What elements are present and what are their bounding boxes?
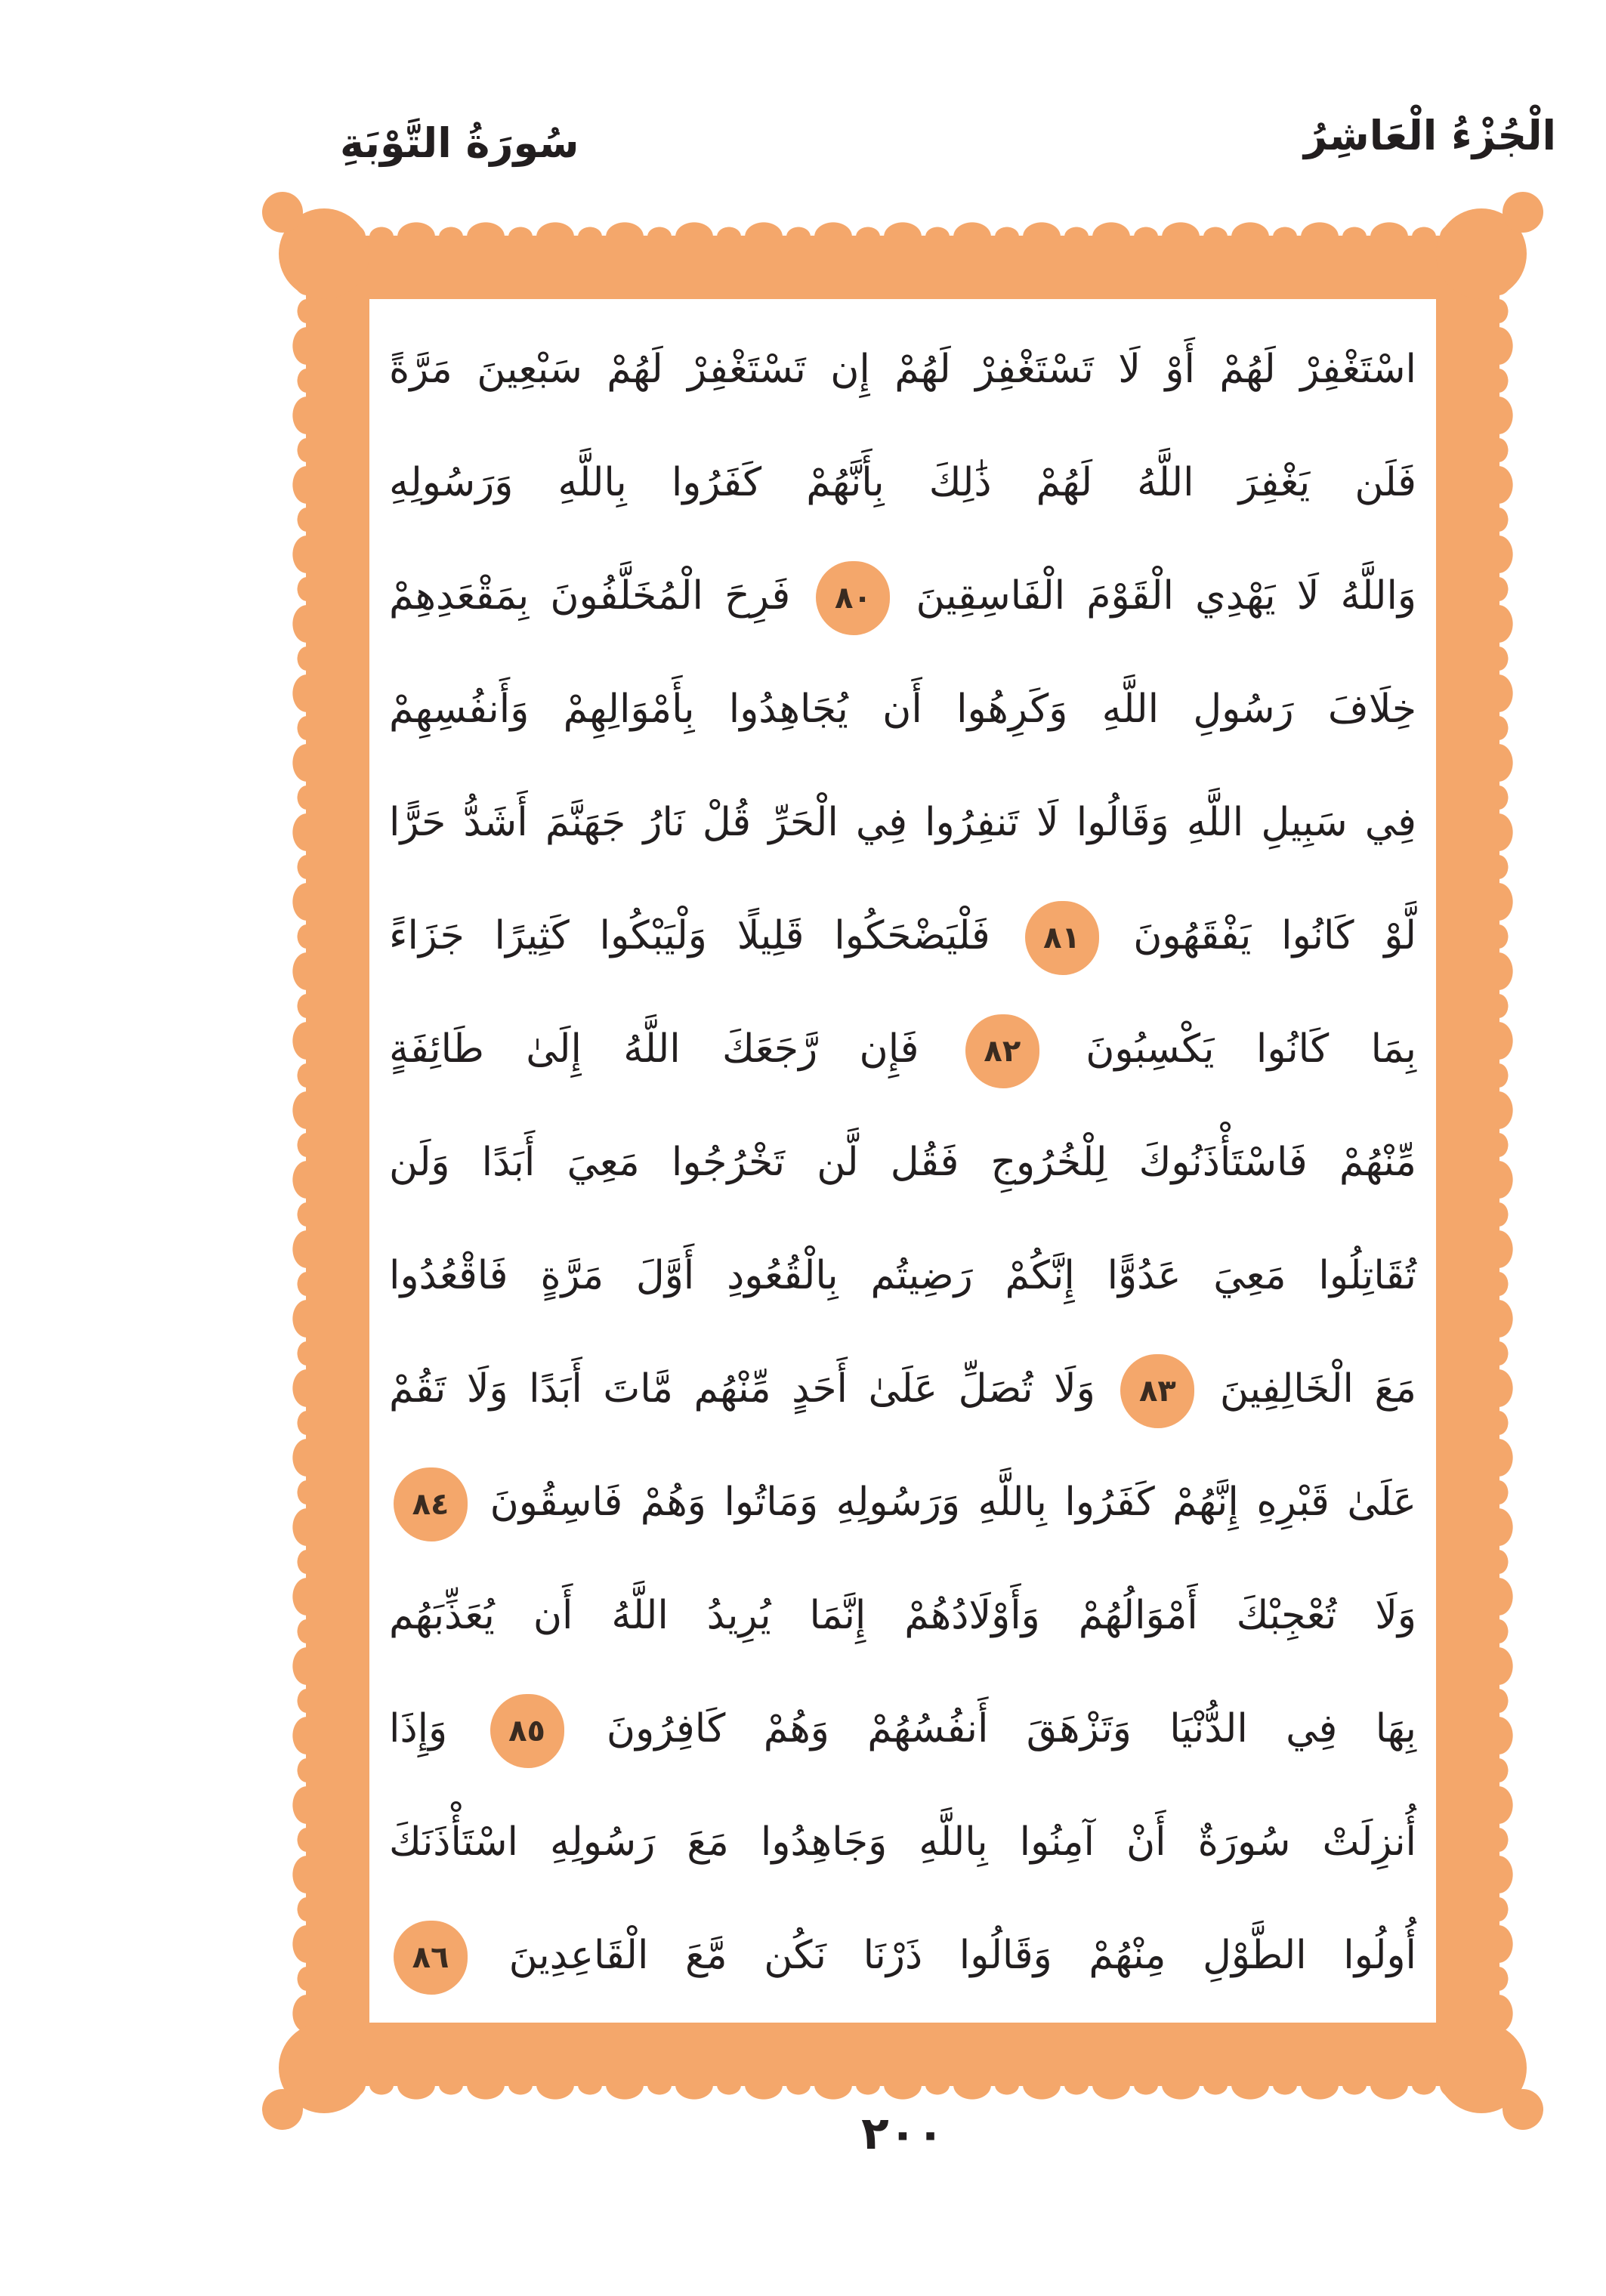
- surah-header: سُورَةُ التَّوْبَةِ: [340, 119, 579, 167]
- ayah-text: أُولُوا الطَّوْلِ مِنْهُمْ وَقَالُوا ذَرْنَا نَكُن مَّعَ الْقَاعِدِينَ: [508, 1933, 1417, 1978]
- ayah-text: وَإِذَا: [389, 1706, 448, 1751]
- mushaf-line: [389, 1672, 1416, 1785]
- ayah-text: تُقَاتِلُوا مَعِيَ عَدُوًّا إِنَّكُمْ رَضِيتُم بِالْقُعُودِ أَوَّلَ مَرَّةٍ فَاقْعُدُوا: [389, 1253, 1416, 1298]
- ayah-text: مِّنْهُمْ فَاسْتَأْذَنُوكَ لِلْخُرُوجِ فَقُل لَّن تَخْرُجُوا مَعِيَ أَبَدًا وَلَن: [389, 1140, 1416, 1185]
- frame-scallop-bottom-edge: [312, 2085, 1493, 2106]
- verse-marker: [490, 1694, 564, 1768]
- ayah-text: لَّوْ كَانُوا يَفْقَهُونَ: [1133, 913, 1417, 958]
- mushaf-line: [389, 539, 1416, 653]
- ayah-text: اسْتَغْفِرْ لَهُمْ أَوْ لَا تَسْتَغْفِرْ لَهُمْ إِن تَسْتَغْفِرْ لَهُمْ سَبْعِينَ مَرَّةً: [389, 347, 1416, 392]
- mushaf-line: [389, 1899, 1416, 2012]
- ayah-text: فِي سَبِيلِ اللَّهِ وَقَالُوا لَا تَنفِرُوا فِي الْحَرِّ قُلْ نَارُ جَهَنَّمَ أَشَدُّ حَرًّا: [389, 800, 1416, 845]
- frame-scallop-top-edge: [312, 216, 1493, 236]
- verse-number: ٨٠: [834, 581, 872, 616]
- verse-number: ٨٢: [984, 1034, 1021, 1069]
- frame-corner-tip: [1503, 192, 1543, 233]
- mushaf-line: [389, 1332, 1416, 1446]
- ayah-text: بِمَا كَانُوا يَكْسِبُونَ: [1086, 1026, 1417, 1072]
- mushaf-line: [389, 1106, 1416, 1219]
- verse-number: ٨٣: [1138, 1374, 1176, 1409]
- ayah-text: فَلَن يَغْفِرَ اللَّهُ لَهُمْ ذَٰلِكَ بِأَنَّهُمْ كَفَرُوا بِاللَّهِ وَرَسُولِهِ: [389, 460, 1416, 505]
- verse-marker: [1120, 1354, 1194, 1428]
- verse-marker: [394, 1467, 468, 1541]
- mushaf-line: [389, 1446, 1416, 1559]
- ayah-text: فَلْيَضْحَكُوا قَلِيلًا وَلْيَبْكُوا كَثِيرًا جَزَاءً: [389, 913, 990, 958]
- mushaf-line: [389, 1785, 1416, 1899]
- mushaf-line: [389, 653, 1416, 766]
- frame-corner-tip: [262, 2089, 303, 2130]
- ayah-text: وَلَا تُعْجِبْكَ أَمْوَالُهُمْ وَأَوْلَادُهُمْ إِنَّمَا يُرِيدُ اللَّهُ أَن يُعَذِّبَهُم: [389, 1593, 1416, 1638]
- verse-marker: [816, 561, 890, 635]
- ayah-text: فَإِن رَّجَعَكَ اللَّهُ إِلَىٰ طَائِفَةٍ: [389, 1026, 919, 1072]
- quran-text-panel: [369, 299, 1436, 2023]
- mushaf-line: [389, 1559, 1416, 1672]
- frame-corner-tip: [262, 192, 303, 233]
- decorative-frame: [306, 236, 1499, 2086]
- ayah-text: وَاللَّهُ لَا يَهْدِي الْقَوْمَ الْفَاسِقِينَ: [916, 573, 1417, 619]
- verse-marker: [394, 1921, 468, 1995]
- verse-marker: [1025, 901, 1099, 975]
- mushaf-line: [389, 766, 1416, 879]
- mushaf-line: [389, 426, 1416, 539]
- verse-number: ٨٥: [508, 1714, 545, 1748]
- verse-number: ٨٤: [412, 1487, 449, 1522]
- ayah-text: وَلَا تُصَلِّ عَلَىٰ أَحَدٍ مِّنْهُم مَّاتَ أَبَدًا وَلَا تَقُمْ: [389, 1366, 1095, 1412]
- ayah-text: عَلَىٰ قَبْرِهِ إِنَّهُمْ كَفَرُوا بِاللَّهِ وَرَسُولِهِ وَمَاتُوا وَهُمْ فَاسِقُونَ: [490, 1480, 1416, 1525]
- ayah-text: خِلَافَ رَسُولِ اللَّهِ وَكَرِهُوا أَن يُجَاهِدُوا بِأَمْوَالِهِمْ وَأَنفُسِهِمْ: [389, 687, 1416, 732]
- ayah-text: بِهَا فِي الدُّنْيَا وَتَزْهَقَ أَنفُسُهُمْ وَهُمْ كَافِرُونَ: [606, 1706, 1417, 1751]
- mushaf-line: [389, 992, 1416, 1106]
- ayah-text: أُنزِلَتْ سُورَةٌ أَنْ آمِنُوا بِاللَّهِ وَجَاهِدُوا مَعَ رَسُولِهِ اسْتَأْذَنَكَ: [389, 1819, 1416, 1865]
- verse-marker: [965, 1014, 1039, 1088]
- frame-scallop-left-edge: [286, 242, 307, 2080]
- mushaf-line: [389, 1219, 1416, 1332]
- juz-header: الْجُزْءُ الْعَاشِرُ: [1304, 112, 1556, 159]
- frame-scallop-right-edge: [1499, 242, 1519, 2080]
- mushaf-line: [389, 879, 1416, 992]
- mushaf-line: [389, 313, 1416, 426]
- ayah-text: فَرِحَ الْمُخَلَّفُونَ بِمَقْعَدِهِمْ: [389, 573, 791, 619]
- frame-corner-tip: [1503, 2089, 1543, 2130]
- verse-number: ٨١: [1043, 921, 1080, 955]
- page-number: ٢٠٠: [861, 2107, 944, 2160]
- verse-number: ٨٦: [412, 1940, 449, 1975]
- ayah-text: مَعَ الْخَالِفِينَ: [1219, 1366, 1417, 1412]
